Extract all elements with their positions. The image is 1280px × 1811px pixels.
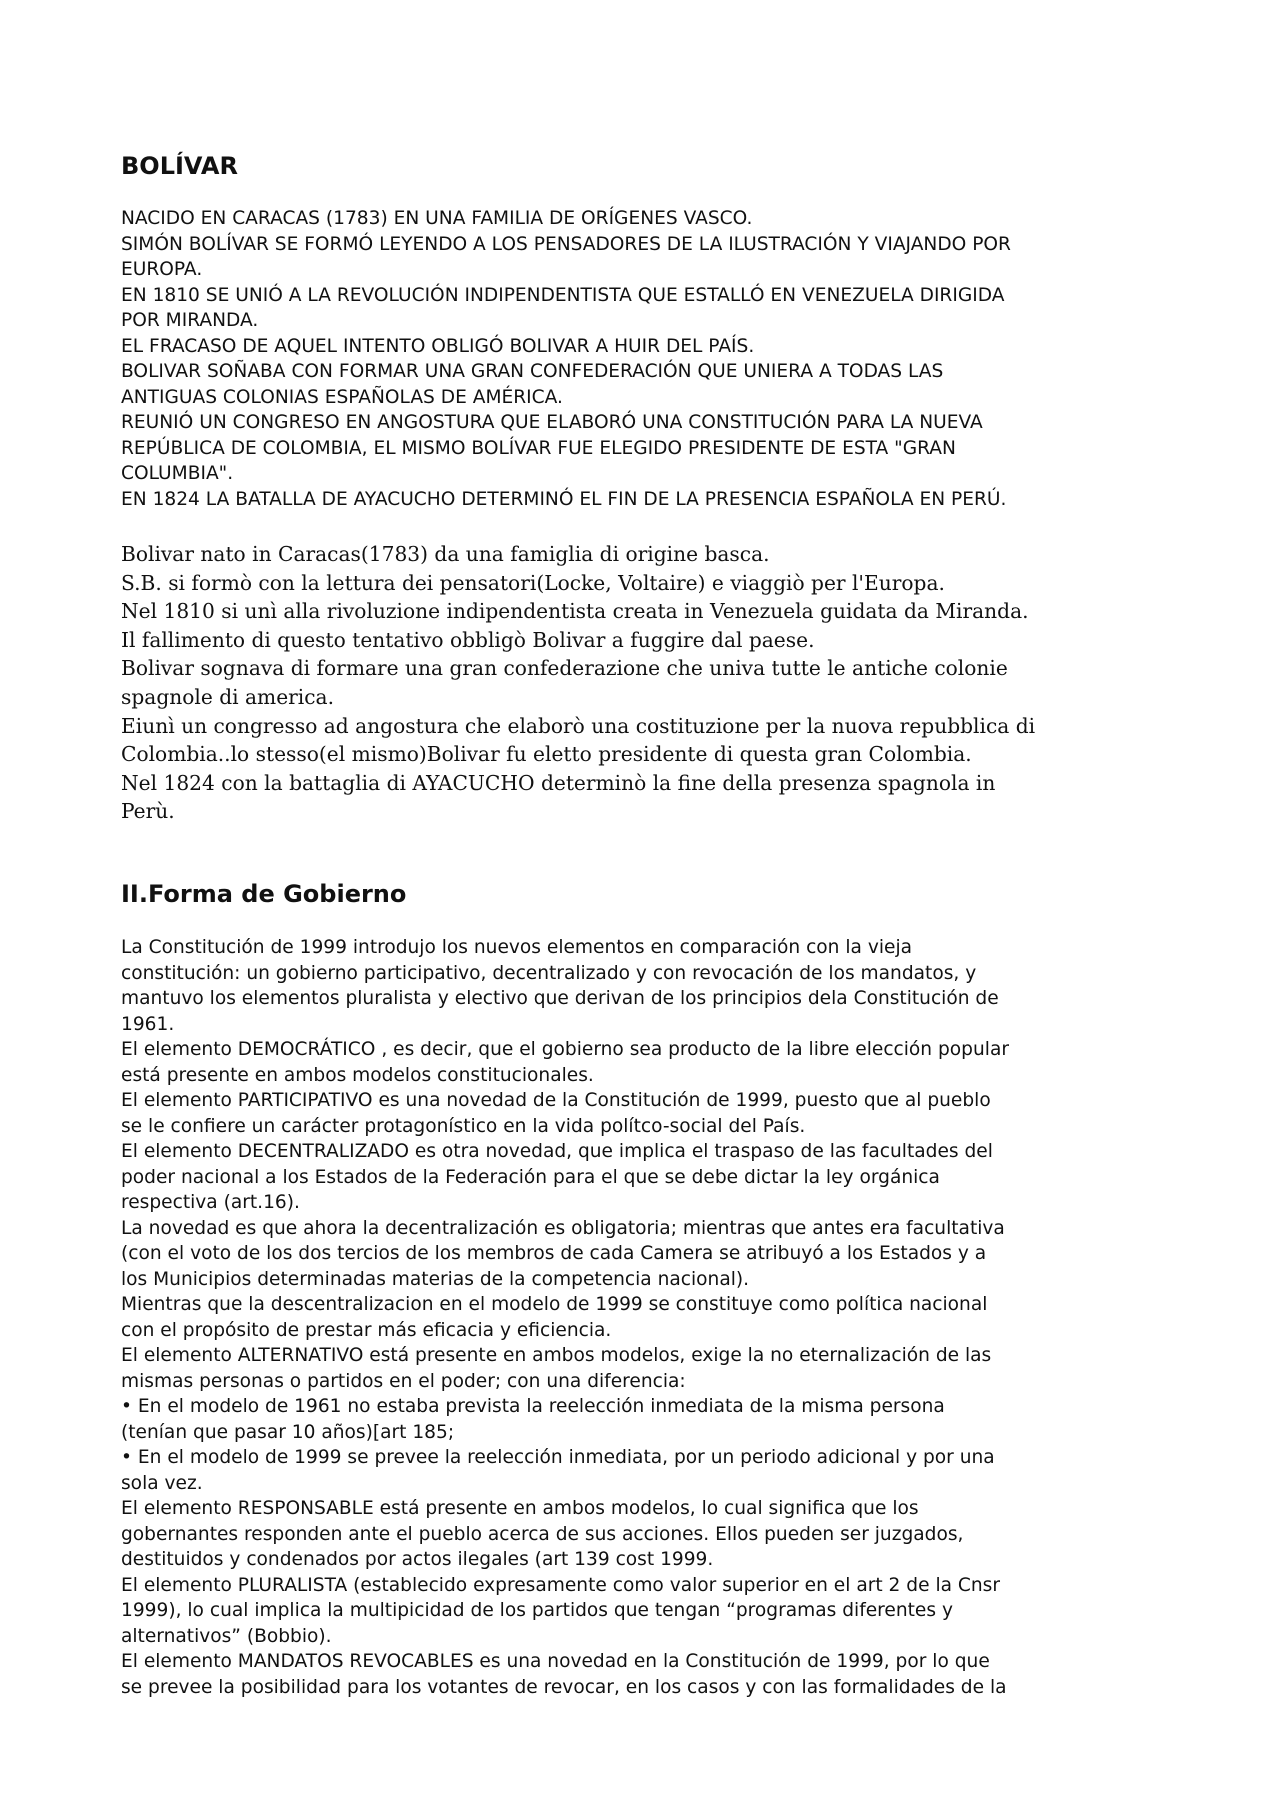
- text-line: COLUMBIA".: [121, 463, 234, 484]
- text-line: S.B. si formò con la lettura dei pensatori(Locke, Voltaire) e viaggiò per l'Europa.: [121, 570, 945, 595]
- section-title-forma-de-gobierno: II.Forma de Gobierno: [121, 880, 407, 908]
- text-line: Nel 1810 si unì alla rivoluzione indipendentista creata in Venezuela guidata da Miranda.: [121, 599, 1029, 624]
- text-line: Perù.: [121, 799, 175, 824]
- text-line: respectiva (art.16).: [121, 1192, 300, 1213]
- text-line: El elemento DEMOCRÁTICO , es decir, que el gobierno sea producto de la libre elección popular: [121, 1039, 1009, 1060]
- text-line: La Constitución de 1999 introdujo los nuevos elementos en comparación con la vieja: [121, 937, 913, 958]
- text-line: REPÚBLICA DE COLOMBIA, EL MISMO BOLÍVAR FUE ELEGIDO PRESIDENTE DE ESTA "GRAN: [121, 437, 956, 459]
- text-line: constitución: un gobierno participativo, decentralizado y con revocación de los mandatos, y: [121, 962, 977, 984]
- bullet-line: • En el modelo de 1961 no estaba prevista la reelección inmediata de la misma persona: [121, 1396, 945, 1417]
- text-line: 1961.: [121, 1013, 175, 1035]
- text-line: Bolivar sognava di formare una gran confederazione che univa tutte le antiche colonie: [121, 656, 1008, 681]
- text-line: Il fallimento di questo tentativo obbligò Bolivar a fuggire dal paese.: [121, 627, 815, 652]
- text-line: está presente en ambos modelos constitucionales.: [121, 1064, 594, 1086]
- text-line: poder nacional a los Estados de la Federación para el que se debe dictar la ley orgánica: [121, 1166, 940, 1188]
- text-line: EN 1810 SE UNIÓ A LA REVOLUCIÓN INDIPENDENTISTA QUE ESTALLÓ EN VENEZUELA DIRIGIDA: [121, 284, 1005, 306]
- text-line: EUROPA.: [121, 259, 203, 280]
- text-line: EN 1824 LA BATALLA DE AYACUCHO DETERMINÓ EL FIN DE LA PRESENCIA ESPAÑOLA EN PERÚ.: [121, 488, 1007, 510]
- text-line: El elemento ALTERNATIVO está presente en ambos modelos, exige la no eternalización de las: [121, 1345, 992, 1366]
- text-line: se le confiere un carácter protagonístico en la vida polítco-social del País.: [121, 1115, 806, 1137]
- text-line: sola vez.: [121, 1472, 203, 1494]
- text-line: spagnole di america.: [121, 684, 335, 709]
- spanish-paragraph: [121, 206, 1181, 512]
- text-line: alternativos” (Bobbio).: [121, 1625, 332, 1647]
- text-line: BOLIVAR SOÑABA CON FORMAR UNA GRAN CONFEDERACIÓN QUE UNIERA A TODAS LAS: [121, 361, 944, 382]
- text-line: REUNIÓ UN CONGRESO EN ANGOSTURA QUE ELABORÓ UNA CONSTITUCIÓN PARA LA NUEVA: [121, 412, 983, 433]
- italian-paragraph: [121, 540, 1191, 826]
- text-line: mismas personas o partidos en el poder; con una diferencia:: [121, 1370, 686, 1392]
- text-line: El elemento RESPONSABLE está presente en ambos modelos, lo cual significa que los: [121, 1498, 919, 1519]
- text-line: con el propósito de prestar más eficacia y eficiencia.: [121, 1319, 612, 1341]
- text-line: NACIDO EN CARACAS (1783) EN UNA FAMILIA DE ORÍGENES VASCO.: [121, 208, 753, 229]
- text-line: gobernantes responden ante el pueblo acerca de sus acciones. Ellos pueden ser juzgados,: [121, 1523, 964, 1545]
- text-line: (con el voto de los dos tercios de los membros de cada Camera se atribuyó a los Estados y a: [121, 1243, 987, 1264]
- text-line: los Municipios determinadas materias de la competencia nacional).: [121, 1268, 750, 1290]
- text-line: El elemento PLURALISTA (establecido expresamente como valor superior en el art 2 de la Cnsr: [121, 1574, 1001, 1596]
- text-line: El elemento DECENTRALIZADO es otra novedad, que implica el traspaso de las facultades del: [121, 1141, 993, 1162]
- text-line: El elemento MANDATOS REVOCABLES es una novedad en la Constitución de 1999, por lo que: [121, 1651, 990, 1672]
- text-line: La novedad es que ahora la decentralización es obligatoria; mientras que antes era facultativa: [121, 1217, 1005, 1239]
- text-line: (tenían que pasar 10 años)[art 185;: [121, 1421, 455, 1443]
- text-line: Colombia..lo stesso(el mismo)Bolivar fu eletto presidente di questa gran Colombia.: [121, 742, 972, 767]
- text-line: Bolivar nato in Caracas(1783) da una famiglia di origine basca.: [121, 542, 770, 566]
- section-title-bolivar: BOLÍVAR: [121, 152, 238, 180]
- gobierno-paragraph: [121, 935, 1181, 1700]
- text-line: se prevee la posibilidad para los votantes de revocar, en los casos y con las formalidades de la: [121, 1676, 1007, 1698]
- text-line: Nel 1824 con la battaglia di AYACUCHO determinò la fine della presenza spagnola in: [121, 770, 996, 795]
- text-line: Mientras que la descentralizacion en el modelo de 1999 se constituye como política nacional: [121, 1294, 988, 1315]
- text-line: destituidos y condenados por actos ilegales (art 139 cost 1999.: [121, 1549, 714, 1570]
- text-line: EL FRACASO DE AQUEL INTENTO OBLIGÓ BOLIVAR A HUIR DEL PAÍS.: [121, 335, 755, 357]
- text-line: 1999), lo cual implica la multipicidad de los partidos que tengan “programas diferentes y: [121, 1600, 953, 1621]
- text-line: POR MIRANDA.: [121, 310, 259, 331]
- text-line: SIMÓN BOLÍVAR SE FORMÓ LEYENDO A LOS PENSADORES DE LA ILUSTRACIÓN Y VIAJANDO POR: [121, 233, 1011, 255]
- text-line: ANTIGUAS COLONIAS ESPAÑOLAS DE AMÉRICA.: [121, 386, 563, 408]
- text-line: El elemento PARTICIPATIVO es una novedad de la Constitución de 1999, puesto que al pueblo: [121, 1090, 991, 1111]
- bullet-line: • En el modelo de 1999 se prevee la reelección inmediata, por un periodo adicional y por una: [121, 1447, 995, 1468]
- text-line: Eiunì un congresso ad angostura che elaborò una costituzione per la nuova repubblica di: [121, 713, 1036, 738]
- text-line: mantuvo los elementos pluralista y electivo que derivan de los principios dela Constitución de: [121, 988, 999, 1009]
